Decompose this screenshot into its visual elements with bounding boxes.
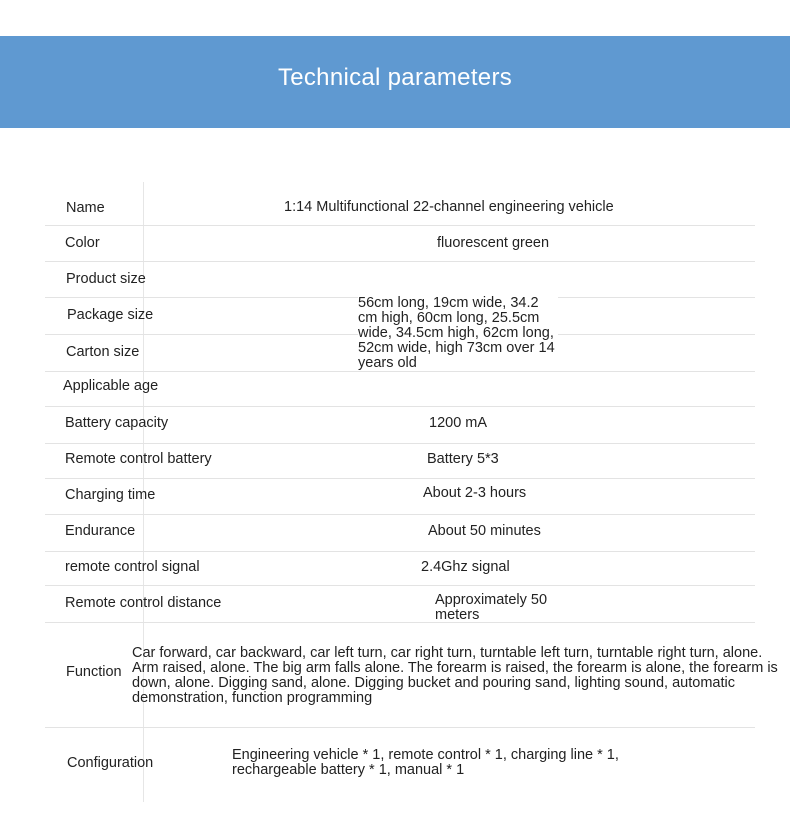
remote-battery-value: Battery 5*3: [427, 451, 499, 467]
endurance-label: Endurance: [65, 523, 136, 539]
sizes-value: 56cm long, 19cm wide, 34.2 cm high, 60cm long, 25.5cm wide, 34.5cm high, 62cm long, 52cm wide, high 73cm over 14 years old: [358, 296, 558, 371]
row-divider: [45, 478, 755, 479]
row-divider: [45, 514, 755, 515]
page-title: Technical parameters: [277, 64, 513, 91]
row-divider: [45, 727, 755, 728]
charging-time-label: Charging time: [65, 487, 156, 503]
row-divider: [45, 261, 755, 262]
row-divider: [45, 585, 755, 586]
function-label: Function: [66, 664, 122, 680]
row-divider: [45, 371, 755, 372]
remote-battery-label: Remote control battery: [65, 451, 212, 467]
battery-capacity-label: Battery capacity: [65, 415, 169, 431]
row-divider: [45, 622, 755, 623]
row-divider: [45, 551, 755, 552]
charging-time-value: About 2-3 hours: [423, 485, 527, 501]
name-label: Name: [66, 200, 105, 216]
endurance-value: About 50 minutes: [428, 523, 541, 539]
color-label: Color: [65, 235, 100, 251]
remote-signal-value: 2.4Ghz signal: [421, 559, 510, 575]
row-divider: [45, 443, 755, 444]
remote-signal-label: remote control signal: [65, 559, 200, 575]
configuration-label: Configuration: [67, 755, 154, 771]
configuration-value: Engineering vehicle * 1, remote control * 1, charging line * 1, rechargeable battery * 1, manual * 1: [232, 747, 619, 778]
remote-distance-value: Approximately 50 meters: [435, 592, 548, 623]
color-value: fluorescent green: [437, 235, 550, 251]
name-value: 1:14 Multifunctional 22-channel engineering vehicle: [284, 199, 614, 215]
row-divider: [45, 406, 755, 407]
row-divider: [45, 225, 755, 226]
battery-capacity-value: 1200 mA: [429, 415, 488, 431]
applicable-age-label: Applicable age: [63, 378, 159, 394]
product-size-label: Product size: [66, 271, 146, 287]
package-size-label: Package size: [67, 307, 154, 323]
function-value: Car forward, car backward, car left turn, car right turn, turntable left turn, turntable right turn, alone. Arm raised, alone. The big arm falls alone. The forearm is raised, the forearm is alone, the forearm is down, alone. Digging sand, alone. Digging bucket and pouring sand, lighting sound, automatic demonstration, function programming: [132, 645, 778, 706]
carton-size-label: Carton size: [66, 344, 140, 360]
remote-distance-label: Remote control distance: [65, 595, 222, 611]
